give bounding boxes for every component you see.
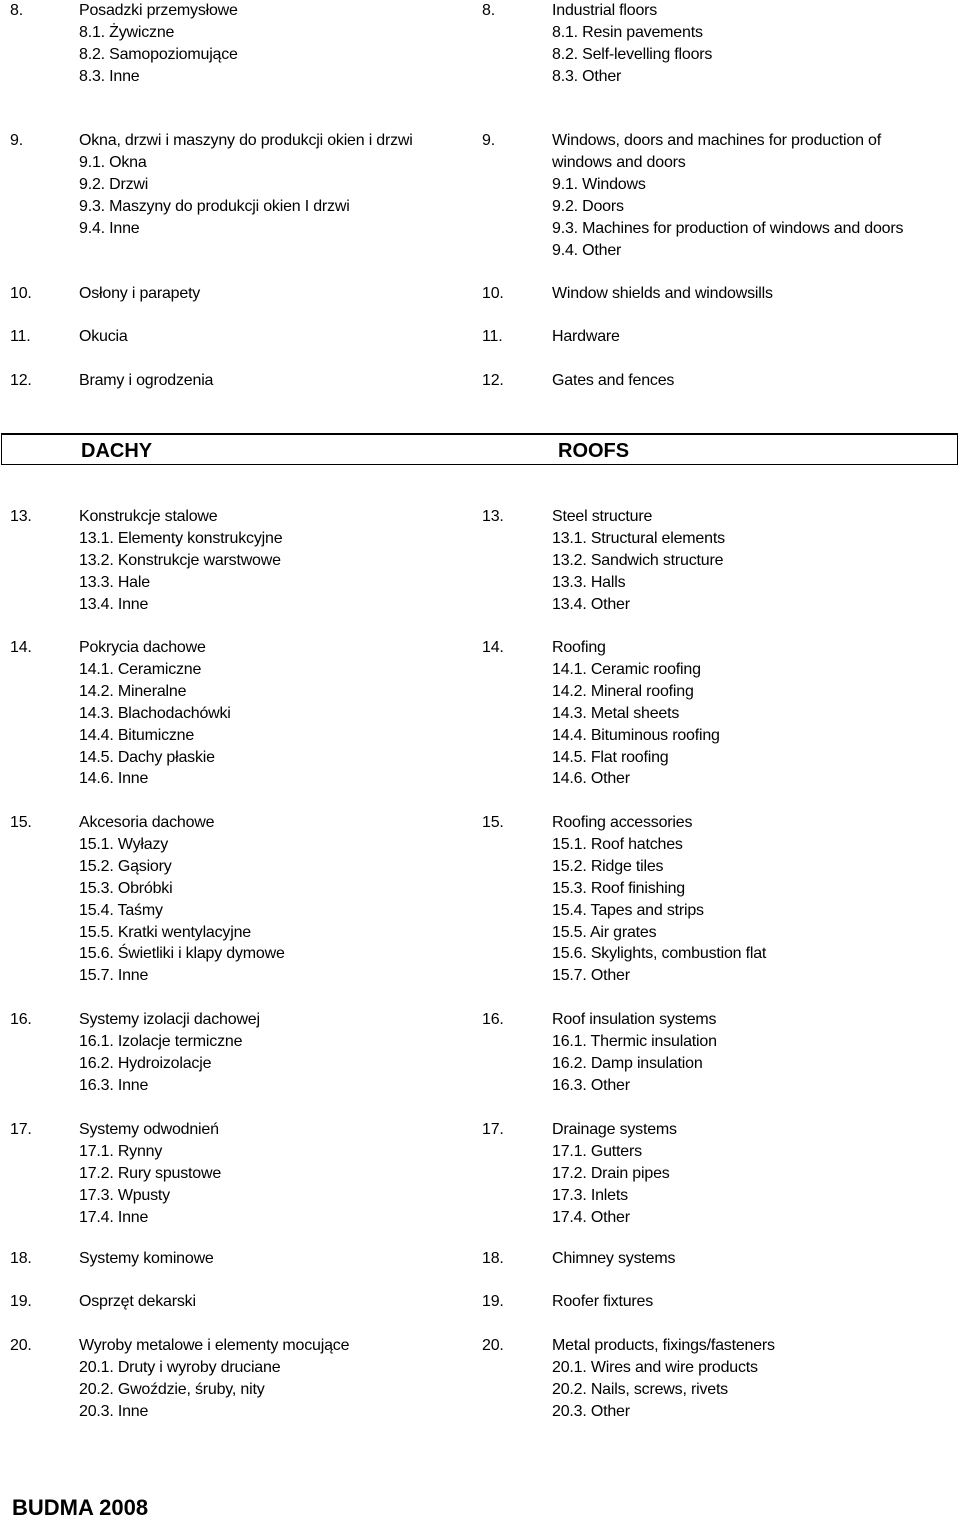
subcategory-item: 13.2. Sandwich structure [552,551,724,569]
subcategory-item: 17.1. Gutters [552,1142,642,1160]
category-number: 17. [482,1121,504,1138]
category-title: Drainage systems [552,1121,677,1138]
category-title: Pokrycia dachowe [79,639,206,656]
category-number: 19. [10,1293,32,1310]
category-title: Okna, drzwi i maszyny do produkcji okien i drzwi [79,132,413,149]
category-title: Osłony i parapety [79,285,201,302]
category-number: 13. [10,508,32,525]
subcategory-item: 13.1. Structural elements [552,529,725,547]
category-title: Systemy kominowe [79,1250,214,1267]
category-title: Window shields and windowsills [552,285,773,302]
category-title: Metal products, fixings/fasteners [552,1337,775,1354]
subcategory-item: 17.4. Other [552,1208,630,1226]
subcategory-item: 9.3. Maszyny do produkcji okien I drzwi [79,197,350,215]
subcategory-item: 14.4. Bitumiczne [79,726,195,744]
subcategory-item: 15.7. Other [552,967,630,985]
category-number: 18. [10,1250,32,1267]
category-title: Osprzęt dekarski [79,1293,196,1310]
subcategory-item: 9.2. Doors [552,197,624,215]
subcategory-item: 14.4. Bituminous roofing [552,726,720,744]
subcategory-item: 8.2. Samopoziomujące [79,45,238,63]
category-number: 12. [10,372,32,389]
subcategory-item: 17.3. Wpusty [79,1186,170,1204]
category-number: 19. [482,1293,504,1310]
category-number: 12. [482,372,504,389]
category-title: Roofing accessories [552,814,693,831]
subcategory-item: 20.1. Wires and wire products [552,1358,758,1376]
subcategory-item: 13.4. Inne [79,595,149,613]
category-number: 20. [482,1337,504,1354]
subcategory-item: 15.5. Kratki wentylacyjne [79,923,251,941]
category-number: 17. [10,1121,32,1138]
category-number: 18. [482,1250,504,1267]
subcategory-item: 15.7. Inne [79,967,149,985]
category-number: 20. [10,1337,32,1354]
subcategory-item: 16.2. Hydroizolacje [79,1054,212,1072]
subcategory-item: 15.2. Gąsiory [79,857,172,875]
subcategory-item: 15.1. Roof hatches [552,835,683,853]
category-title: Steel structure [552,508,653,525]
subcategory-item: 13.2. Konstrukcje warstwowe [79,551,281,569]
subcategory-item: 15.1. Wyłazy [79,835,169,853]
category-number: 11. [482,328,503,345]
subcategory-item: 14.5. Dachy płaskie [79,748,215,766]
category-number: 11. [10,328,31,345]
subcategory-item: 8.1. Resin pavements [552,23,703,41]
category-number: 15. [482,814,504,831]
category-number: 8. [10,2,23,19]
category-title: Industrial floors [552,2,658,19]
category-title: Posadzki przemysłowe [79,2,238,19]
subcategory-item: 15.6. Skylights, combustion flat [552,945,767,963]
subcategory-item: 14.2. Mineralne [79,682,187,700]
subcategory-item: 15.5. Air grates [552,923,657,941]
category-title: Systemy izolacji dachowej [79,1011,260,1028]
subcategory-item: 20.2. Nails, screws, rivets [552,1380,728,1398]
subcategory-item: 9.1. Okna [79,153,147,171]
category-title: Roofing [552,639,606,656]
subcategory-item: 20.1. Druty i wyroby druciane [79,1358,281,1376]
category-title: Chimney systems [552,1250,676,1267]
subcategory-item: 14.6. Other [552,770,630,788]
category-title: Konstrukcje stalowe [79,508,218,525]
section-banner [1,433,958,465]
category-title: Akcesoria dachowe [79,814,215,831]
category-title: Systemy odwodnień [79,1121,219,1138]
category-number: 16. [10,1011,32,1028]
subcategory-item: 20.3. Other [552,1402,630,1420]
category-number: 16. [482,1011,504,1028]
category-number: 8. [482,2,495,19]
subcategory-item: 17.1. Rynny [79,1142,163,1160]
subcategory-item: 15.3. Obróbki [79,879,173,897]
footer-label: BUDMA 2008 [12,1495,149,1520]
subcategory-item: 20.2. Gwoździe, śruby, nity [79,1380,265,1398]
subcategory-item: 14.3. Blachodachówki [79,704,231,722]
subcategory-item: 9.4. Inne [79,219,140,237]
category-title: Bramy i ogrodzenia [79,372,214,389]
subcategory-item: 15.4. Taśmy [79,901,163,919]
subcategory-item: 16.3. Other [552,1076,630,1094]
category-title-continued: windows and doors [552,153,686,171]
subcategory-item: 16.3. Inne [79,1076,149,1094]
subcategory-item: 13.4. Other [552,595,630,613]
subcategory-item: 15.3. Roof finishing [552,879,685,897]
subcategory-item: 16.1. Izolacje termiczne [79,1032,243,1050]
subcategory-item: 8.3. Inne [79,67,140,85]
subcategory-item: 8.1. Żywiczne [79,23,175,41]
subcategory-item: 13.3. Halls [552,573,626,591]
subcategory-item: 16.1. Thermic insulation [552,1032,717,1050]
category-number: 9. [482,132,495,149]
subcategory-item: 8.3. Other [552,67,622,85]
subcategory-item: 17.2. Drain pipes [552,1164,670,1182]
banner-title-english: ROOFS [558,440,630,462]
category-title: Roof insulation systems [552,1011,717,1028]
category-title: Windows, doors and machines for production of [552,132,881,149]
subcategory-item: 14.1. Ceramiczne [79,660,202,678]
subcategory-item: 13.3. Hale [79,573,150,591]
category-number: 13. [482,508,504,525]
subcategory-item: 14.5. Flat roofing [552,748,669,766]
category-number: 10. [10,285,32,302]
category-title: Gates and fences [552,372,675,389]
subcategory-item: 8.2. Self-levelling floors [552,45,713,63]
category-number: 9. [10,132,23,149]
subcategory-item: 14.1. Ceramic roofing [552,660,701,678]
subcategory-item: 13.1. Elementy konstrukcyjne [79,529,283,547]
subcategory-item: 17.3. Inlets [552,1186,628,1204]
category-number: 10. [482,285,504,302]
banner-title-polish: DACHY [81,440,153,462]
subcategory-item: 20.3. Inne [79,1402,149,1420]
category-number: 14. [10,639,32,656]
subcategory-item: 9.3. Machines for production of windows and doors [552,219,904,237]
subcategory-item: 9.4. Other [552,241,622,259]
category-title: Roofer fixtures [552,1293,654,1310]
subcategory-item: 15.6. Świetliki i klapy dymowe [79,945,285,963]
subcategory-item: 17.4. Inne [79,1208,149,1226]
subcategory-item: 9.2. Drzwi [79,175,149,193]
subcategory-item: 15.2. Ridge tiles [552,857,664,875]
category-title: Okucia [79,328,128,345]
category-title: Wyroby metalowe i elementy mocujące [79,1337,350,1354]
subcategory-item: 14.6. Inne [79,770,149,788]
category-number: 14. [482,639,504,656]
subcategory-item: 9.1. Windows [552,175,646,193]
subcategory-item: 16.2. Damp insulation [552,1054,703,1072]
subcategory-item: 14.2. Mineral roofing [552,682,694,700]
subcategory-item: 15.4. Tapes and strips [552,901,704,919]
subcategory-item: 14.3. Metal sheets [552,704,680,722]
subcategory-item: 17.2. Rury spustowe [79,1164,222,1182]
category-title: Hardware [552,328,620,345]
category-number: 15. [10,814,32,831]
